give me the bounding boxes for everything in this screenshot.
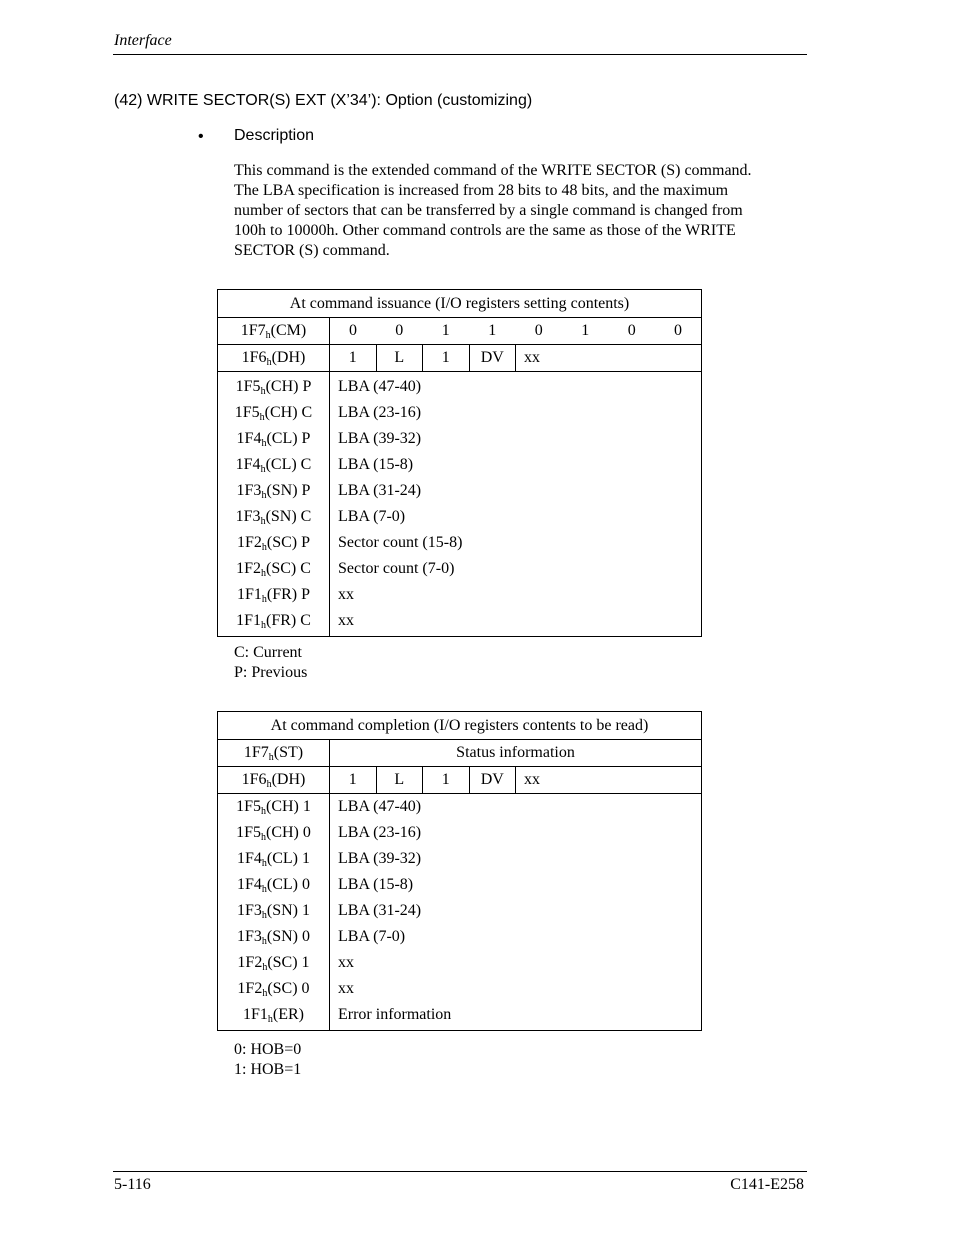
st-register-row (218, 740, 702, 767)
dh-field: 1 (330, 767, 377, 794)
register-value: LBA (7-0) (338, 508, 406, 525)
bit-value: 0 (655, 318, 702, 345)
description-line: The LBA specification is increased from 28 bits to 48 bits, and the maximum (234, 182, 729, 199)
dh-field: DV (469, 345, 516, 372)
description-line: number of sectors that can be transferred by a single command is changed from (234, 202, 743, 219)
register-label: $1F7_h(ST)$ (218, 740, 330, 767)
description-paragraph (234, 161, 804, 261)
section-title: (42) WRITE SECTOR(S) EXT (X’34’): Option (customizing) (114, 92, 533, 109)
completion-register-table (217, 711, 702, 1031)
bit-value: 0 (516, 318, 563, 345)
issuance-register-table (217, 289, 702, 637)
register-value: xx (338, 954, 354, 971)
cm-register-row (218, 318, 702, 345)
register-label: $1F5_h(CH)$ C (234, 404, 313, 423)
register-value: xx (338, 586, 354, 603)
register-label-column (218, 794, 329, 1028)
register-label: $1F2_h(SC)$ 1 (237, 954, 310, 973)
issuance-notes (234, 643, 307, 683)
register-value: LBA (23-16) (338, 824, 422, 841)
register-label: $1F7_h(CM)$ (218, 318, 330, 345)
register-value: LBA (7-0) (338, 928, 406, 945)
register-label: $1F2_h(SC)$ P (236, 534, 311, 553)
register-value: xx (338, 980, 354, 997)
register-block (218, 794, 702, 1031)
dh-field: xx (516, 767, 702, 794)
dh-field: L (376, 767, 423, 794)
register-value: LBA (39-32) (338, 430, 422, 447)
register-value: LBA (31-24) (338, 482, 422, 499)
register-label: $1F1_h(ER)$ (242, 1006, 304, 1025)
register-label: $1F5_h(CH)$ P (235, 378, 312, 397)
bit-value: 0 (609, 318, 656, 345)
register-label: $1F4_h(CL)$ 0 (236, 876, 310, 895)
register-value: LBA (31-24) (338, 902, 422, 919)
note-line: 1: HOB=1 (234, 1061, 302, 1078)
completion-notes (234, 1040, 301, 1080)
register-label: $1F4_h(CL)$ C (235, 456, 312, 475)
register-label: $1F4_h(CL)$ 1 (236, 850, 310, 869)
note-line: 0: HOB=0 (234, 1041, 302, 1058)
register-label: $1F1_h(FR)$ C (236, 612, 311, 631)
register-label: $1F3_h(SN)$ 1 (236, 902, 310, 921)
dh-field: 1 (330, 345, 377, 372)
note-line: C: Current (234, 644, 302, 661)
dh-register-row (218, 345, 702, 372)
register-label: $1F6_h(DH)$ (218, 767, 330, 794)
register-value: Error information (338, 1006, 452, 1023)
register-label: $1F3_h(SN)$ 0 (236, 928, 310, 947)
register-value: LBA (15-8) (338, 456, 414, 473)
dh-field: 1 (423, 345, 470, 372)
register-value: Sector count (15-8) (338, 534, 463, 551)
document-id: C141-E258 (730, 1176, 804, 1193)
register-value-column (330, 794, 701, 1028)
register-label: $1F2_h(SC)$ C (236, 560, 311, 579)
register-value: LBA (15-8) (338, 876, 414, 893)
register-value: LBA (47-40) (338, 378, 422, 395)
register-label: $1F5_h(CH)$ 1 (236, 798, 311, 817)
bit-value: 0 (376, 318, 423, 345)
footer-rule (113, 1171, 807, 1172)
register-label: $1F1_h(FR)$ P (236, 586, 311, 605)
dh-field: xx (516, 345, 702, 372)
bit-value: 1 (562, 318, 609, 345)
description-line: SECTOR (S) command. (234, 242, 390, 259)
running-header: Interface (114, 32, 172, 49)
table-header: At command issuance (I/O registers setting contents) (218, 290, 702, 318)
register-value: LBA (39-32) (338, 850, 422, 867)
register-value-column (330, 374, 701, 634)
register-label: $1F6_h(DH)$ (218, 345, 330, 372)
page-number: 5-116 (114, 1176, 151, 1193)
table-header: At command completion (I/O registers contents to be read) (218, 712, 702, 740)
register-value: xx (338, 612, 354, 629)
register-value: LBA (23-16) (338, 404, 422, 421)
dh-field: L (376, 345, 423, 372)
bit-value: 1 (423, 318, 470, 345)
register-value: LBA (47-40) (338, 798, 422, 815)
register-label: $1F5_h(CH)$ 0 (236, 824, 311, 843)
register-label: $1F4_h(CL)$ P (236, 430, 311, 449)
register-label-column (218, 374, 329, 634)
register-label: $1F2_h(SC)$ 0 (237, 980, 310, 999)
description-line: This command is the extended command of the WRITE SECTOR (S) command. (234, 162, 752, 179)
dh-field: DV (469, 767, 516, 794)
register-block (218, 372, 702, 637)
status-information: Status information (330, 740, 702, 767)
dh-field: 1 (423, 767, 470, 794)
bullet-label: Description (234, 127, 315, 144)
description-line: 100h to 10000h. Other command controls are the same as those of the WRITE (234, 222, 736, 239)
header-rule (113, 54, 807, 55)
register-label: $1F3_h(SN)$ C (235, 508, 312, 527)
bit-value: 1 (469, 318, 516, 345)
bullet-icon: • (198, 128, 204, 145)
register-value: Sector count (7-0) (338, 560, 455, 577)
note-line: P: Previous (234, 664, 308, 681)
bit-value: 0 (330, 318, 377, 345)
register-label: $1F3_h(SN)$ P (236, 482, 311, 501)
dh-register-row (218, 767, 702, 794)
